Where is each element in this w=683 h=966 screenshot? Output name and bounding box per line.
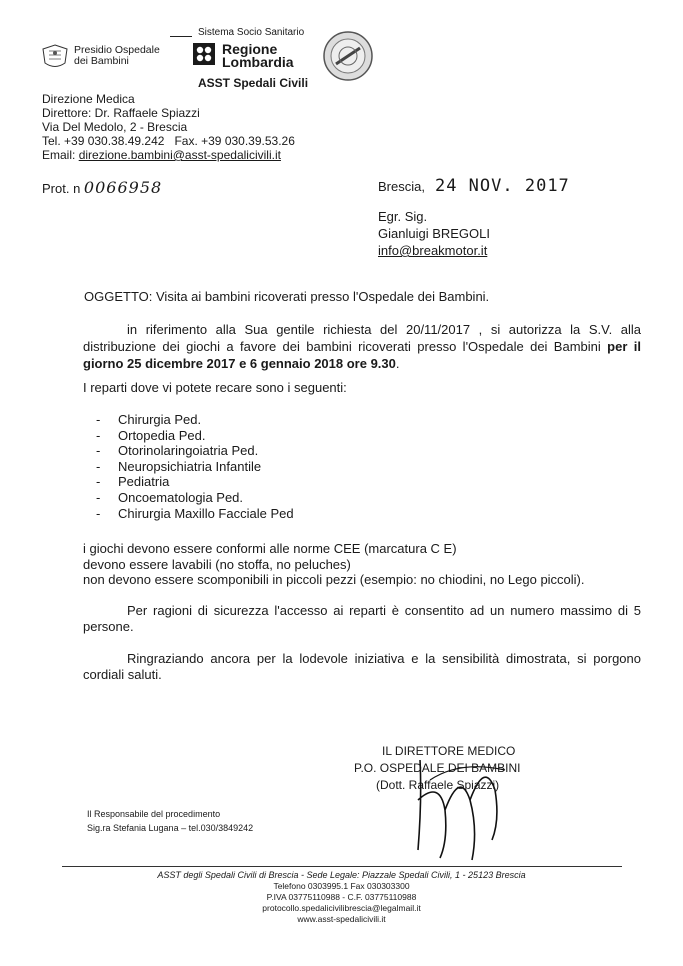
recipient-block: Egr. Sig. Gianluigi BREGOLI info@breakmotor.it [378, 209, 490, 258]
list-item: - Otorinolaringoiatria Ped. [118, 443, 294, 459]
body-paragraph-4: Ringraziando ancora per la lodevole iniziativa e la sensibilità dimostrata, si porgono cordiali saluti. [83, 651, 641, 682]
list-item: - Ortopedia Ped. [118, 428, 294, 444]
list-item: - Chirurgia Ped. [118, 412, 294, 428]
body-paragraph-3: Per ragioni di sicurezza l'accesso ai reparti è consentito ad un numero massimo di 5 persone. [83, 603, 641, 634]
place-date: Brescia, 24 NOV. 2017 [378, 176, 570, 196]
body-rules: i giochi devono essere conformi alle norme CEE (marcatura C E) devono essere lavabili (no stoffa, no peluches) non devono essere scomponibili in piccoli pezzi (esempio: no chiodini, no Lego piccoli). [83, 541, 585, 588]
header-rule [170, 36, 192, 37]
list-item: - Pediatria [118, 474, 294, 490]
recipient-email-link[interactable]: info@breakmotor.it [378, 243, 488, 258]
regione-lombardia-logo-icon [193, 43, 215, 65]
footer-rule [62, 866, 622, 867]
direzione-block: Direzione Medica Direttore: Dr. Raffaele Spiazzi Via Del Medolo, 2 - Brescia Tel. +39 030.38.49.242 Fax. +39 030.39.53.26 Email: direzione.bambini@asst-spedalicivili.it [42, 92, 295, 162]
reparti-list [118, 412, 294, 521]
body-paragraph-1: in riferimento alla Sua gentile richiesta del 20/11/2017 , si autorizza la S.V. alla distribuzione dei giochi a favore dei bambini ricoverati presso l'Ospedale dei Bambini per il giorno 25 dicembre 2017 e 6 gennaio 2018 ore 9.30. [83, 322, 641, 371]
asst-name: ASST Spedali Civili [198, 76, 309, 90]
sistema-socio-sanitario: Sistema Socio Sanitario [198, 27, 305, 38]
regione-lombardia-text: Regione Lombardia [222, 41, 294, 70]
signature-title: IL DIRETTORE MEDICO [382, 744, 516, 758]
list-item: - Neuropsichiatria Infantile [118, 459, 294, 475]
certification-seal-icon [322, 30, 374, 82]
list-item: - Oncoematologia Ped. [118, 490, 294, 506]
hospital-crest-icon [40, 43, 70, 71]
handwritten-signature-icon [400, 740, 520, 870]
list-item: - Chirurgia Maxillo Facciale Ped [118, 506, 294, 522]
presidio-name: Presidio Ospedale dei Bambini [74, 44, 160, 67]
direzione-email-link[interactable]: direzione.bambini@asst-spedalicivili.it [78, 148, 281, 162]
protocol-number: Prot. n 0066958 [42, 178, 163, 197]
reparti-intro: I reparti dove vi potete recare sono i seguenti: [83, 380, 347, 395]
responsabile-block: Il Responsabile del procedimento Sig.ra Stefania Lugana – tel.030/3849242 [87, 809, 254, 833]
oggetto: OGGETTO: Visita ai bambini ricoverati presso l'Ospedale dei Bambini. [84, 289, 490, 304]
signature-name: (Dott. Raffaele Spiazzi) [376, 778, 500, 792]
date-stamp: 24 NOV. 2017 [434, 176, 570, 196]
footer: ASST degli Spedali Civili di Brescia - Sede Legale: Piazzale Spedali Civili, 1 - 25123 Brescia Telefono 0303995.1 Fax 030303300 P.IVA 03775110988 - C.F. 03775110988 protocollo.spedalicivilibrescia@legalmail.it www.asst-spedalicivili.it [157, 870, 526, 924]
signature-department: P.O. OSPEDALE DEI BAMBINI [354, 761, 521, 775]
